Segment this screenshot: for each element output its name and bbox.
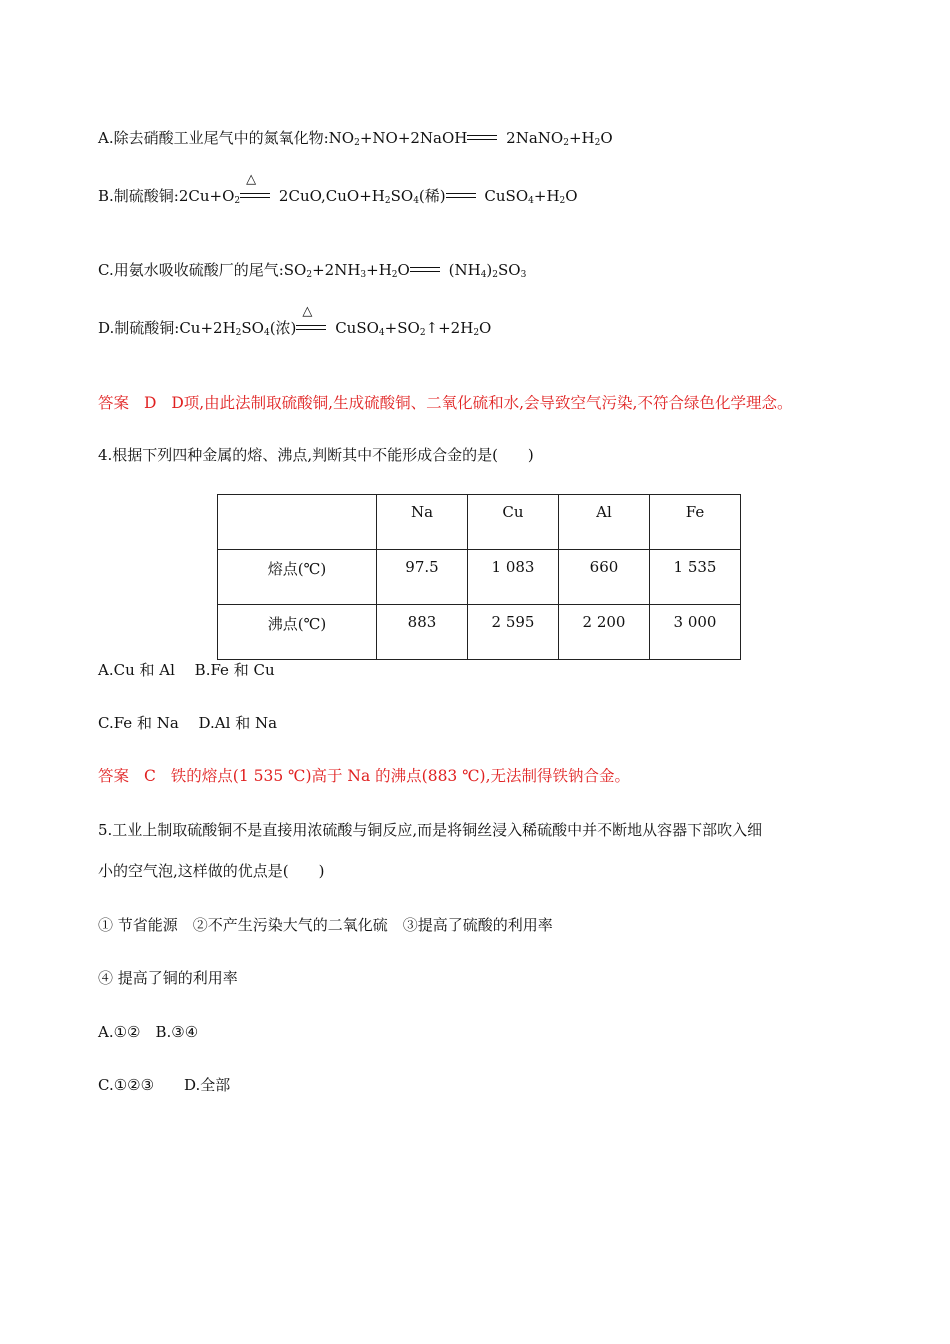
q3-option-b: B.制硫酸铜$:2Cu+O_2$ △ $2CuO,CuO+H_2SO_4$(稀) $CuSO_4+H_2O$ (98, 172, 578, 206)
q5-question-line2: 小的空气泡,这样做的优点是( ) (98, 862, 325, 880)
q4-options-ab: A.Cu 和 Al B.Fe 和 Cu (98, 661, 275, 679)
table-header-cell (218, 495, 377, 550)
equals-sign-icon (467, 132, 497, 146)
q5-question-line1: 5.工业上制取硫酸铜不是直接用浓硫酸与铜反应,而是将铜丝浸入稀硫酸中并不断地从容器下部吹入细 (98, 821, 763, 839)
heat-condition-icon: △ (296, 322, 326, 336)
table-header-cell: Cu (468, 495, 559, 550)
table-cell: 1 535 (650, 550, 741, 605)
table-cell: 660 (559, 550, 650, 605)
q4-options-cd: C.Fe 和 Na D.Al 和 Na (98, 714, 278, 732)
q5-options-ab: A.①② B.③④ (98, 1023, 199, 1041)
table-header-cell: Al (559, 495, 650, 550)
table-row (218, 605, 741, 660)
q5-statements: ① 节省能源 ②不产生污染大气的二氧化硫 ③提高了硫酸的利用率 (98, 916, 553, 934)
q3-option-d: D.制硫酸铜$:Cu+2H_2SO_4$(浓) △ $CuSO_4+SO_2↑+2H_2O$ (98, 304, 492, 338)
q3-option-a: A.除去硝酸工业尾气中的氮氧化物$:NO_2+NO+2NaOH$ $2NaNO_2+H_2O$ (98, 129, 613, 148)
table-row (218, 550, 741, 605)
table-cell: 熔点(℃) (218, 550, 377, 605)
table-header-row (218, 495, 741, 550)
q5-statement-4: ④ 提高了铜的利用率 (98, 969, 238, 987)
q5-options-cd: C.①②③ D.全部 (98, 1076, 231, 1094)
equals-sign-icon (410, 264, 440, 278)
table-cell: 3 000 (650, 605, 741, 660)
q3-option-c: C.用氨水吸收硫酸厂的尾气$:SO_2+2NH_3+H_2O$ $(NH_4)_2SO_3$ (98, 261, 527, 280)
table-cell: 97.5 (377, 550, 468, 605)
table-cell: 1 083 (468, 550, 559, 605)
q4-question: 4.根据下列四种金属的熔、沸点,判断其中不能形成合金的是( ) (98, 446, 534, 464)
melting-boiling-table (217, 494, 741, 660)
q4-answer: 答案 C 铁的熔点(1 535 ℃)高于 Na 的沸点(883 ℃),无法制得铁钠合金。 (98, 767, 631, 785)
equals-sign-icon (446, 190, 476, 204)
table-cell: 883 (377, 605, 468, 660)
q3-answer: 答案 D D项,由此法制取硫酸铜,生成硫酸铜、二氧化硫和水,会导致空气污染,不符合绿色化学理念。 (98, 394, 793, 412)
table-cell: 沸点(℃) (218, 605, 377, 660)
table-cell: 2 595 (468, 605, 559, 660)
table-header-cell: Na (377, 495, 468, 550)
heat-condition-icon: △ (240, 190, 270, 204)
table-header-cell: Fe (650, 495, 741, 550)
table-cell: 2 200 (559, 605, 650, 660)
